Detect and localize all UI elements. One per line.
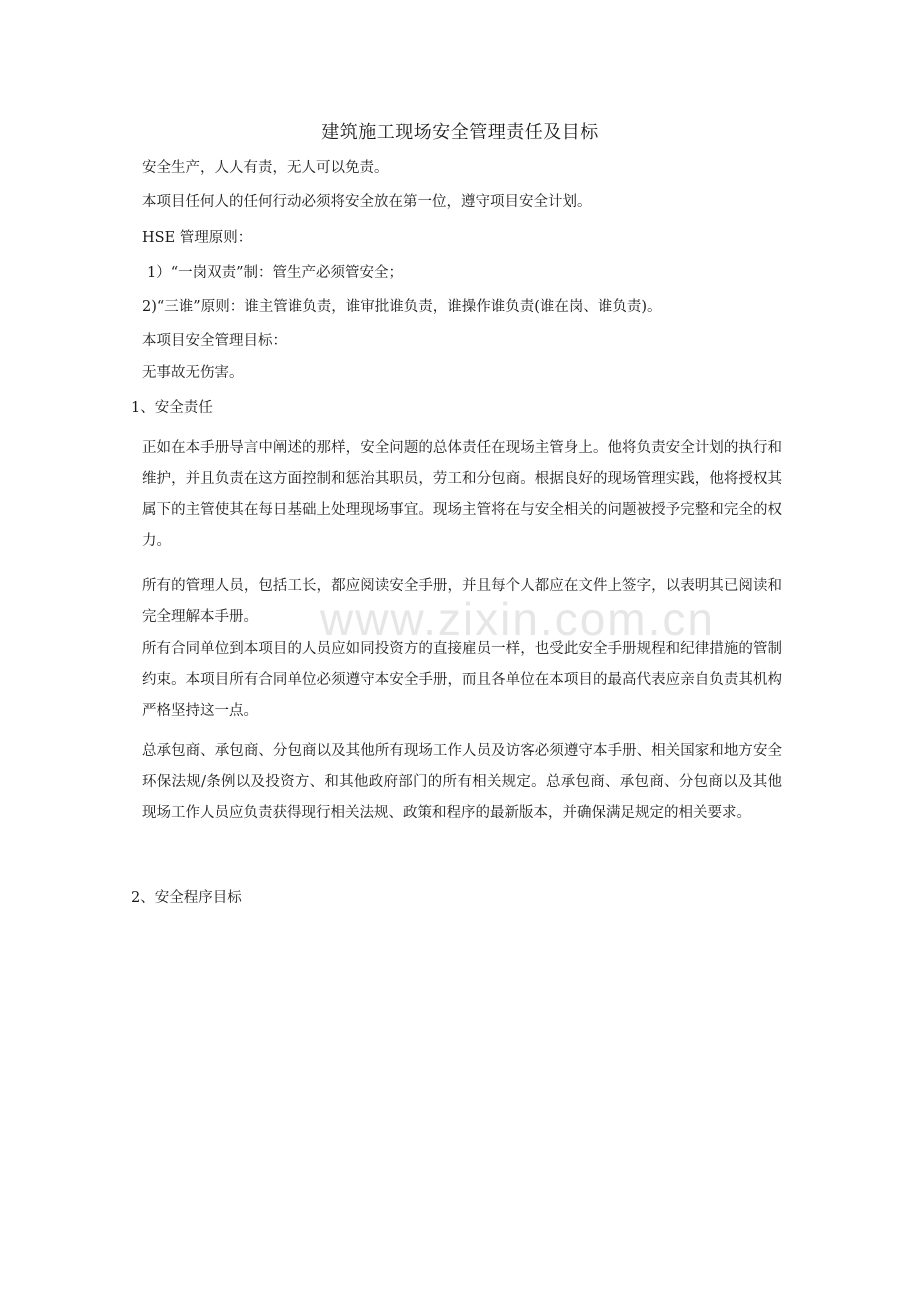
section-1-paragraph-2: 所有的管理人员，包括工长，都应阅读安全手册，并且每个人都应在文件上签字，以表明其已阅读和完全理解本手册。 <box>142 578 782 625</box>
intro-line-7: 无事故无伤害。 <box>142 365 244 381</box>
section-1-heading: 1、安全责任 <box>131 400 213 416</box>
intro-line-1: 安全生产，人人有责，无人可以免责。 <box>142 160 389 176</box>
watermark: www.zixin.com.cn <box>320 593 715 645</box>
intro-line-3: HSE 管理原则： <box>142 230 253 246</box>
section-1-paragraph-1: 正如在本手册导言中阐述的那样，安全问题的总体责任在现场主管身上。他将负责安全计划的执行和维护，并且负责在这方面控制和惩治其职员，劳工和分包商。根据良好的现场管理实践，他将授权其属下的主管使其在每日基础上处理现场事宜。现场主管将在与安全相关的问题被授予完整和完全的权力。 <box>142 440 782 549</box>
intro-line-5: 2)“三谁”原则：谁主管谁负责，谁审批谁负责，谁操作谁负责(谁在岗、谁负责)。 <box>142 299 662 315</box>
section-1-paragraph-3: 所有合同单位到本项目的人员应如同投资方的直接雇员一样，也受此安全手册规程和纪律措施的管制约束。本项目所有合同单位必须遵守本安全手册，而且各单位在本项目的最高代表应亲自负责其机构严格坚持这一点。 <box>142 641 782 719</box>
intro-line-6: 本项目安全管理目标： <box>142 333 287 349</box>
section-1-paragraph-4: 总承包商、承包商、分包商以及其他所有现场工作人员及访客必须遵守本手册、相关国家和地方安全环保法规/条例以及投资方、和其他政府部门的所有相关规定。总承包商、承包商、分包商以及其他现场工作人员应负责获得现行相关法规、政策和程序的最新版本，并确保满足规定的相关要求。 <box>142 743 782 821</box>
intro-line-2: 本项目任何人的任何行动必须将安全放在第一位，遵守项目安全计划。 <box>142 194 592 210</box>
document-title: 建筑施工现场安全管理责任及目标 <box>321 122 599 143</box>
section-2-heading: 2、安全程序目标 <box>131 890 242 906</box>
intro-line-4: 1）“一岗双责”制：管生产必须管安全； <box>147 265 404 281</box>
